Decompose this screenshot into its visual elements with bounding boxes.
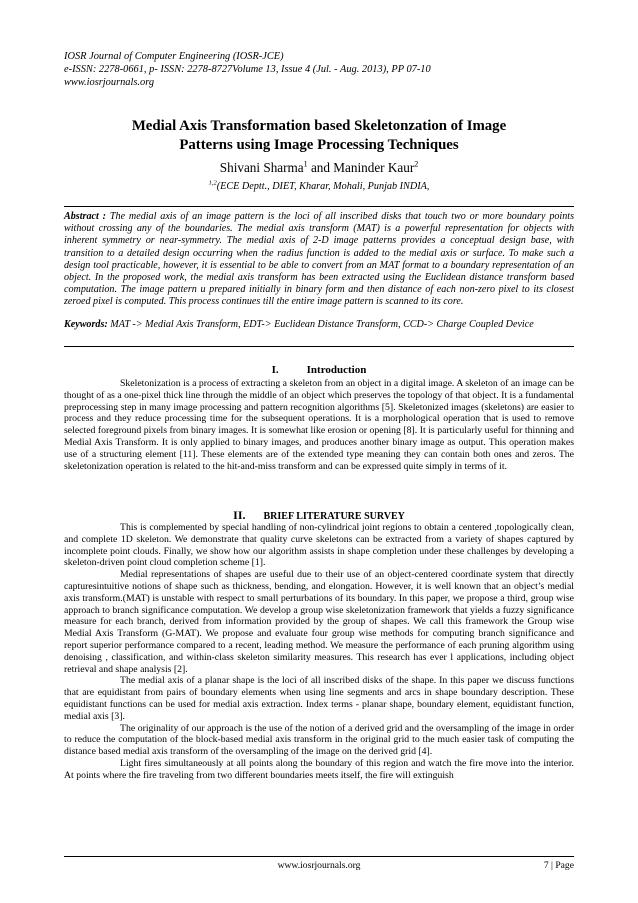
paragraph: The originality of our approach is the use of the notion of a derived grid and the oversampling of the image in order to reduce the computation of the block-based medial axis transform in the original grid to the much easier task of computing the distance based medial axis transform of the oversampling of the image on the derived grid [4]. (64, 722, 574, 758)
keywords-bottom-rule (64, 346, 574, 347)
author-1: Shivani Sharma (219, 160, 304, 175)
introduction-body (64, 378, 574, 472)
affiliation (64, 180, 574, 193)
paper-title (64, 117, 574, 155)
paragraph: Skeletonization is a process of extracting a skeleton from an object in a digital image. A skeleton of an image can be thought of as a one-pixel thick line through the middle of an object which preserves the topology of that object. It is a fundamental preprocessing step in many image processing and pattern recognition algorithms [5]. Skeletonized images (skeletons) are easier to process and they reduce processing time for the subsequent operations. It is a morphological operation that is used to remove selected foreground pixels from binary images. It is somewhat like erosion or opening [8]. It is particularly useful for thinning and Medial Axis Transform. It is only applied to binary images, and produces another binary image as output. This operation makes use of a structuring element [11]. These elements are of the extended type meaning they can contain both ones and zeros. The skeletonization operation is related to the hit-and-miss transform and can be expressed quite simply in terms of it. (64, 378, 574, 472)
section-heading-literature-survey (64, 508, 574, 523)
journal-header (64, 50, 584, 89)
abstract-label: Abstract : (64, 211, 107, 222)
paragraph: The medial axis of a planar shape is the loci of all inscribed disks of the shape. In this paper we discuss functions that are equidistant from pairs of boundary elements when using line segments and arcs in shape boundary description. These equidistant functions can be used for medial axis extraction. Index terms - planar shape, boundary element, equidistant function, medial axis [3]. (64, 675, 574, 722)
journal-issn: e-ISSN: 2278-0661, p- ISSN: 2278-8727Volume 13, Issue 4 (Jul. - Aug. 2013), PP 07-10 (64, 64, 431, 75)
journal-website[interactable]: www.iosrjournals.org (64, 77, 155, 88)
section-title: Introduction (306, 364, 367, 376)
keywords-label: Keywords: (64, 319, 108, 330)
abstract-top-rule (64, 206, 574, 207)
author-1-superscript: 1 (303, 159, 308, 169)
footer-rule (64, 856, 574, 857)
abstract (64, 211, 574, 309)
keywords (64, 319, 574, 331)
author-conjunction: and (307, 160, 334, 175)
paragraph: This is complemented by special handling of non-cylindrical joint regions to obtain a centered ,topologically clean, and complete 1D skeleton. We demonstrate that quality curve skeletons can be extracted from a variety of shapes captured by incomplete point clouds. Finally, we show how our algorithm assists in shape completion under these challenges by developing a skeleton-driven point cloud completion scheme [1]. (64, 522, 574, 569)
paragraph: Medial representations of shapes are useful due to their use of an object-centered coordinate system that directly capturesintuitive notions of shape such as thickness, bending, and elongation. However, it is well known that an object’s medial axis transform.(MAT) is unstable with respect to small perturbations of its boundary. In this paper, we propose a third, group wise approach to branch significance computation. We develop a group wise skeletonization framework that yields a fuzzy significance measure for each branch, derived from information provided by the group of shapes. We call this framework the Group wise Medial Axis Transform (G-MAT). We propose and evaluate four group wise methods for computing branch significance and report superior performance compared to a recent, leading method. We measure the performance of each pruning algorithm using denoising , classification, and within-class skeleton similarity measures. This research has ever l applications, including object retrieval and shape analysis [2]. (64, 569, 574, 675)
footer-website[interactable]: www.iosrjournals.org (277, 860, 361, 871)
journal-name: IOSR Journal of Computer Engineering (IOSR-JCE) (64, 51, 284, 62)
section-title: BRIEF LITERATURE SURVEY (263, 511, 405, 522)
page-number: 7 | Page (543, 860, 574, 871)
title-line-1: Medial Axis Transformation based Skeletonzation of Image (131, 118, 507, 134)
keywords-text: MAT -> Medial Axis Transform, EDT-> Euclidean Distance Transform, CCD-> Charge Coupled Device (110, 319, 534, 330)
literature-survey-body (64, 522, 574, 782)
author-2: Maninder Kaur (333, 160, 415, 175)
section-number: II. (233, 508, 246, 522)
author-line (64, 160, 574, 176)
affiliation-text: (ECE Deptt., DIET, Kharar, Mohali, Punjab INDIA, (216, 181, 430, 192)
author-2-superscript: 2 (414, 159, 419, 169)
section-heading-introduction (64, 364, 574, 376)
affiliation-superscript: 1,2 (208, 179, 217, 187)
section-number: I. (271, 364, 279, 376)
abstract-text: The medial axis of an image pattern is the loci of all inscribed disks that touch two or more boundary points without crossing any of the boundaries. The medial axis transform (MAT) is a powerful representation for objects with inherent symmetry or near-symmetry. The medial axis of 2-D image patterns provides a conceptual design base, with transition to a detailed design occurring when the radius function is added to the medial axis or surface. To make such a design tool practicable, however, it is essential to be able to convert from an MAT format to a boundary representation of an object. In the proposed work, the medial axis transform has been extracted using the Euclidean distance transform based computation. The image pattern u prepared initially in binary form and then distance of each non-zero pixel to its closest zeroed pixel is computed. This process continues till the entire image pattern is scanned to its core. (64, 211, 575, 308)
title-line-2: Patterns using Image Processing Techniques (179, 137, 459, 153)
paragraph: Light fires simultaneously at all points along the boundary of this region and watch the fire move into the interior. At points where the fire traveling from two different boundaries meets itself, the fire will extinguish (64, 757, 574, 781)
